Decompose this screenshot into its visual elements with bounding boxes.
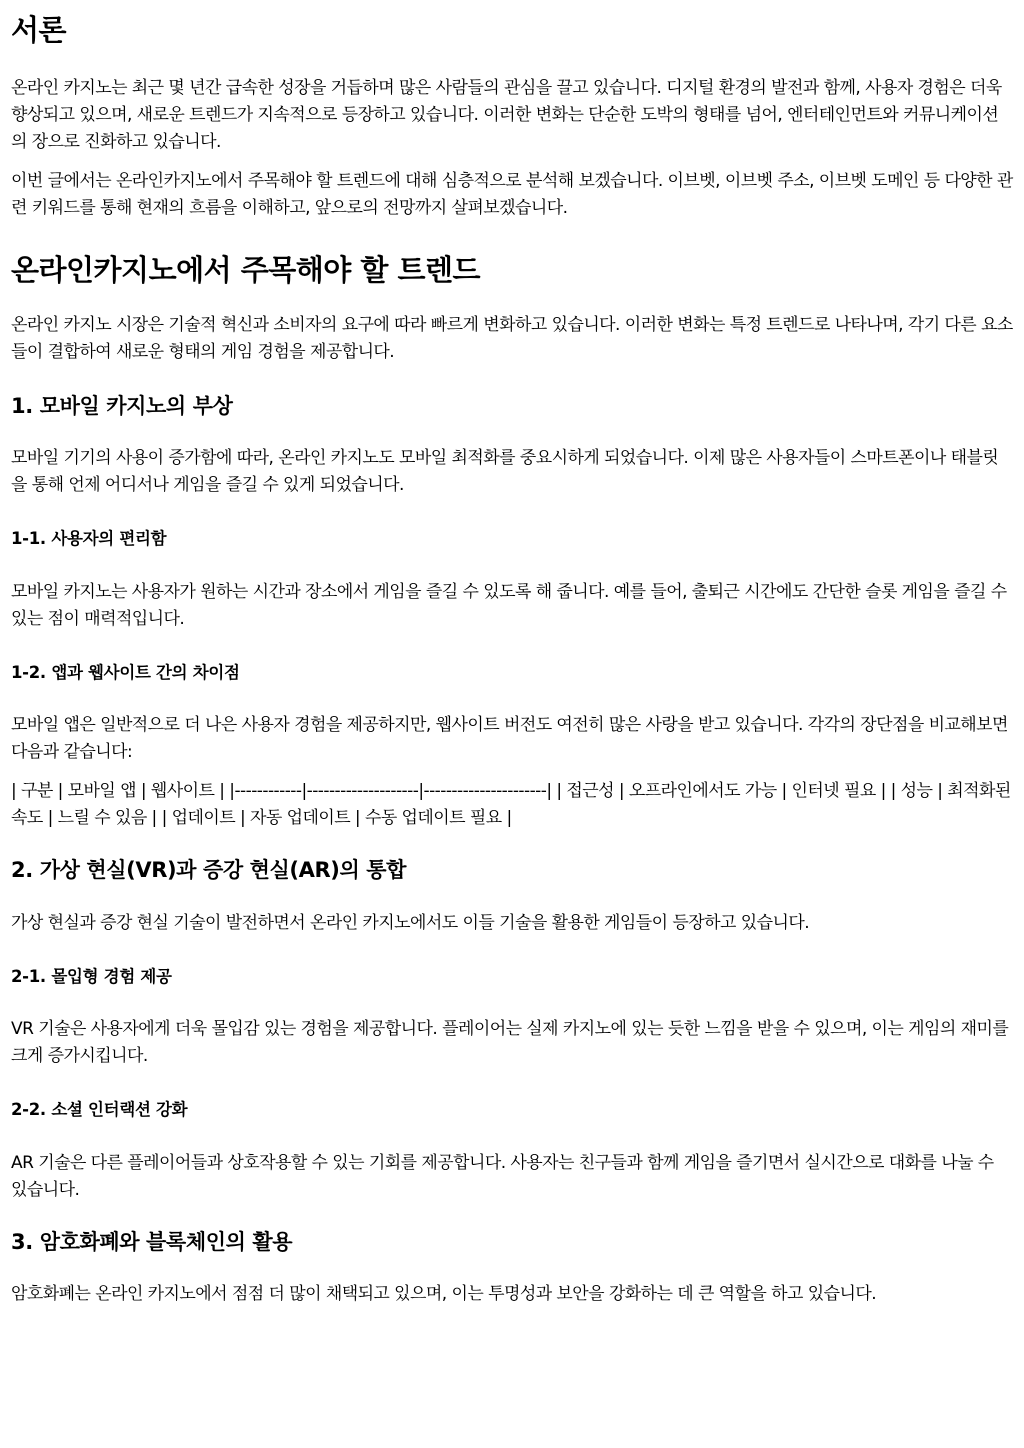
subsubsection-heading-immersive: 2-1. 몰입형 경험 제공 (11, 966, 172, 986)
immersive-paragraph: VR 기술은 사용자에게 더욱 몰입감 있는 경험을 제공합니다. 플레이어는 실제 카지노에 있는 듯한 느낌을 받을 수 있으며, 이는 게임의 재미를 크게 증가시킵니다. (11, 1019, 1009, 1067)
convenience-paragraph: 모바일 카지노는 사용자가 원하는 시간과 장소에서 게임을 즐길 수 있도록 해 줍니다. 예를 들어, 출퇴근 시간에도 간단한 슬롯 게임을 즐길 수 있는 점이 매력적입니다. (11, 581, 1007, 629)
subsection-heading-crypto: 3. 암호화폐와 블록체인의 활용 (11, 1230, 293, 1255)
section-heading-intro: 서론 (11, 13, 67, 47)
subsubsection-heading-social: 2-2. 소셜 인터랙션 강화 (11, 1100, 188, 1120)
section-heading-trends: 온라인카지노에서 주목해야 할 트렌드 (11, 253, 481, 288)
vr-ar-paragraph: 가상 현실과 증강 현실 기술이 발전하면서 온라인 카지노에서도 이들 기술을 활용한 게임들이 등장하고 있습니다. (11, 912, 810, 933)
intro-paragraph: 온라인 카지노는 최근 몇 년간 급속한 성장을 거듭하며 많은 사람들의 관심을 끌고 있습니다. 디지털 환경의 발전과 함께, 사용자 경험은 더욱 향상되고 있으며, 새로운 트렌드가 지속적으로 등장하고 있습니다. 이러한 변화는 단순한 도박의 형태를 넘어, 엔터테인먼트와 커뮤니케이션의 장으로 진화하고 있습니다. (11, 78, 1002, 153)
social-paragraph: AR 기술은 다른 플레이어들과 상호작용할 수 있는 기회를 제공합니다. 사용자는 친구들과 함께 게임을 즐기면서 실시간으로 대화를 나눌 수 있습니다. (11, 1153, 994, 1201)
subsubsection-heading-convenience: 1-1. 사용자의 편리함 (11, 528, 167, 548)
subsection-heading-mobile: 1. 모바일 카지노의 부상 (11, 393, 233, 418)
subsubsection-heading-app-vs-web: 1-2. 앱과 웹사이트 간의 차이점 (11, 662, 240, 682)
app-vs-web-paragraph: 모바일 앱은 일반적으로 더 나은 사용자 경험을 제공하지만, 웹사이트 버전도 여전히 많은 사랑을 받고 있습니다. 각각의 장단점을 비교해보면 다음과 같습니다: (11, 715, 1008, 763)
comparison-table-raw-text: | 구분 | 모바일 앱 | 웹사이트 | |------------|--------------------|----------------------| | 접근성 | 오프라인에서도 가능 | 인터넷 필요 | | 성능 | 최적화된 속도 | 느릴 수 있음 | | 업데이트 | 자동 업데이트 | 수동 업데이트 필요 | (11, 781, 1011, 829)
mobile-paragraph: 모바일 기기의 사용이 증가함에 따라, 온라인 카지노도 모바일 최적화를 중요시하게 되었습니다. 이제 많은 사용자들이 스마트폰이나 태블릿을 통해 언제 어디서나 게임을 즐길 수 있게 되었습니다. (11, 447, 999, 495)
trends-paragraph: 온라인 카지노 시장은 기술적 혁신과 소비자의 요구에 따라 빠르게 변화하고 있습니다. 이러한 변화는 특정 트렌드로 나타나며, 각기 다른 요소들이 결합하여 새로운 형태의 게임 경험을 제공합니다. (11, 314, 1013, 362)
intro-paragraph: 이번 글에서는 온라인카지노에서 주목해야 할 트렌드에 대해 심층적으로 분석해 보겠습니다. 이브벳, 이브벳 주소, 이브벳 도메인 등 다양한 관련 키워드를 통해 현재의 흐름을 이해하고, 앞으로의 전망까지 살펴보겠습니다. (11, 171, 1013, 219)
subsection-heading-vr-ar: 2. 가상 현실(VR)과 증강 현실(AR)의 통합 (11, 858, 407, 883)
crypto-paragraph: 암호화폐는 온라인 카지노에서 점점 더 많이 채택되고 있으며, 이는 투명성과 보안을 강화하는 데 큰 역할을 하고 있습니다. (11, 1284, 877, 1305)
